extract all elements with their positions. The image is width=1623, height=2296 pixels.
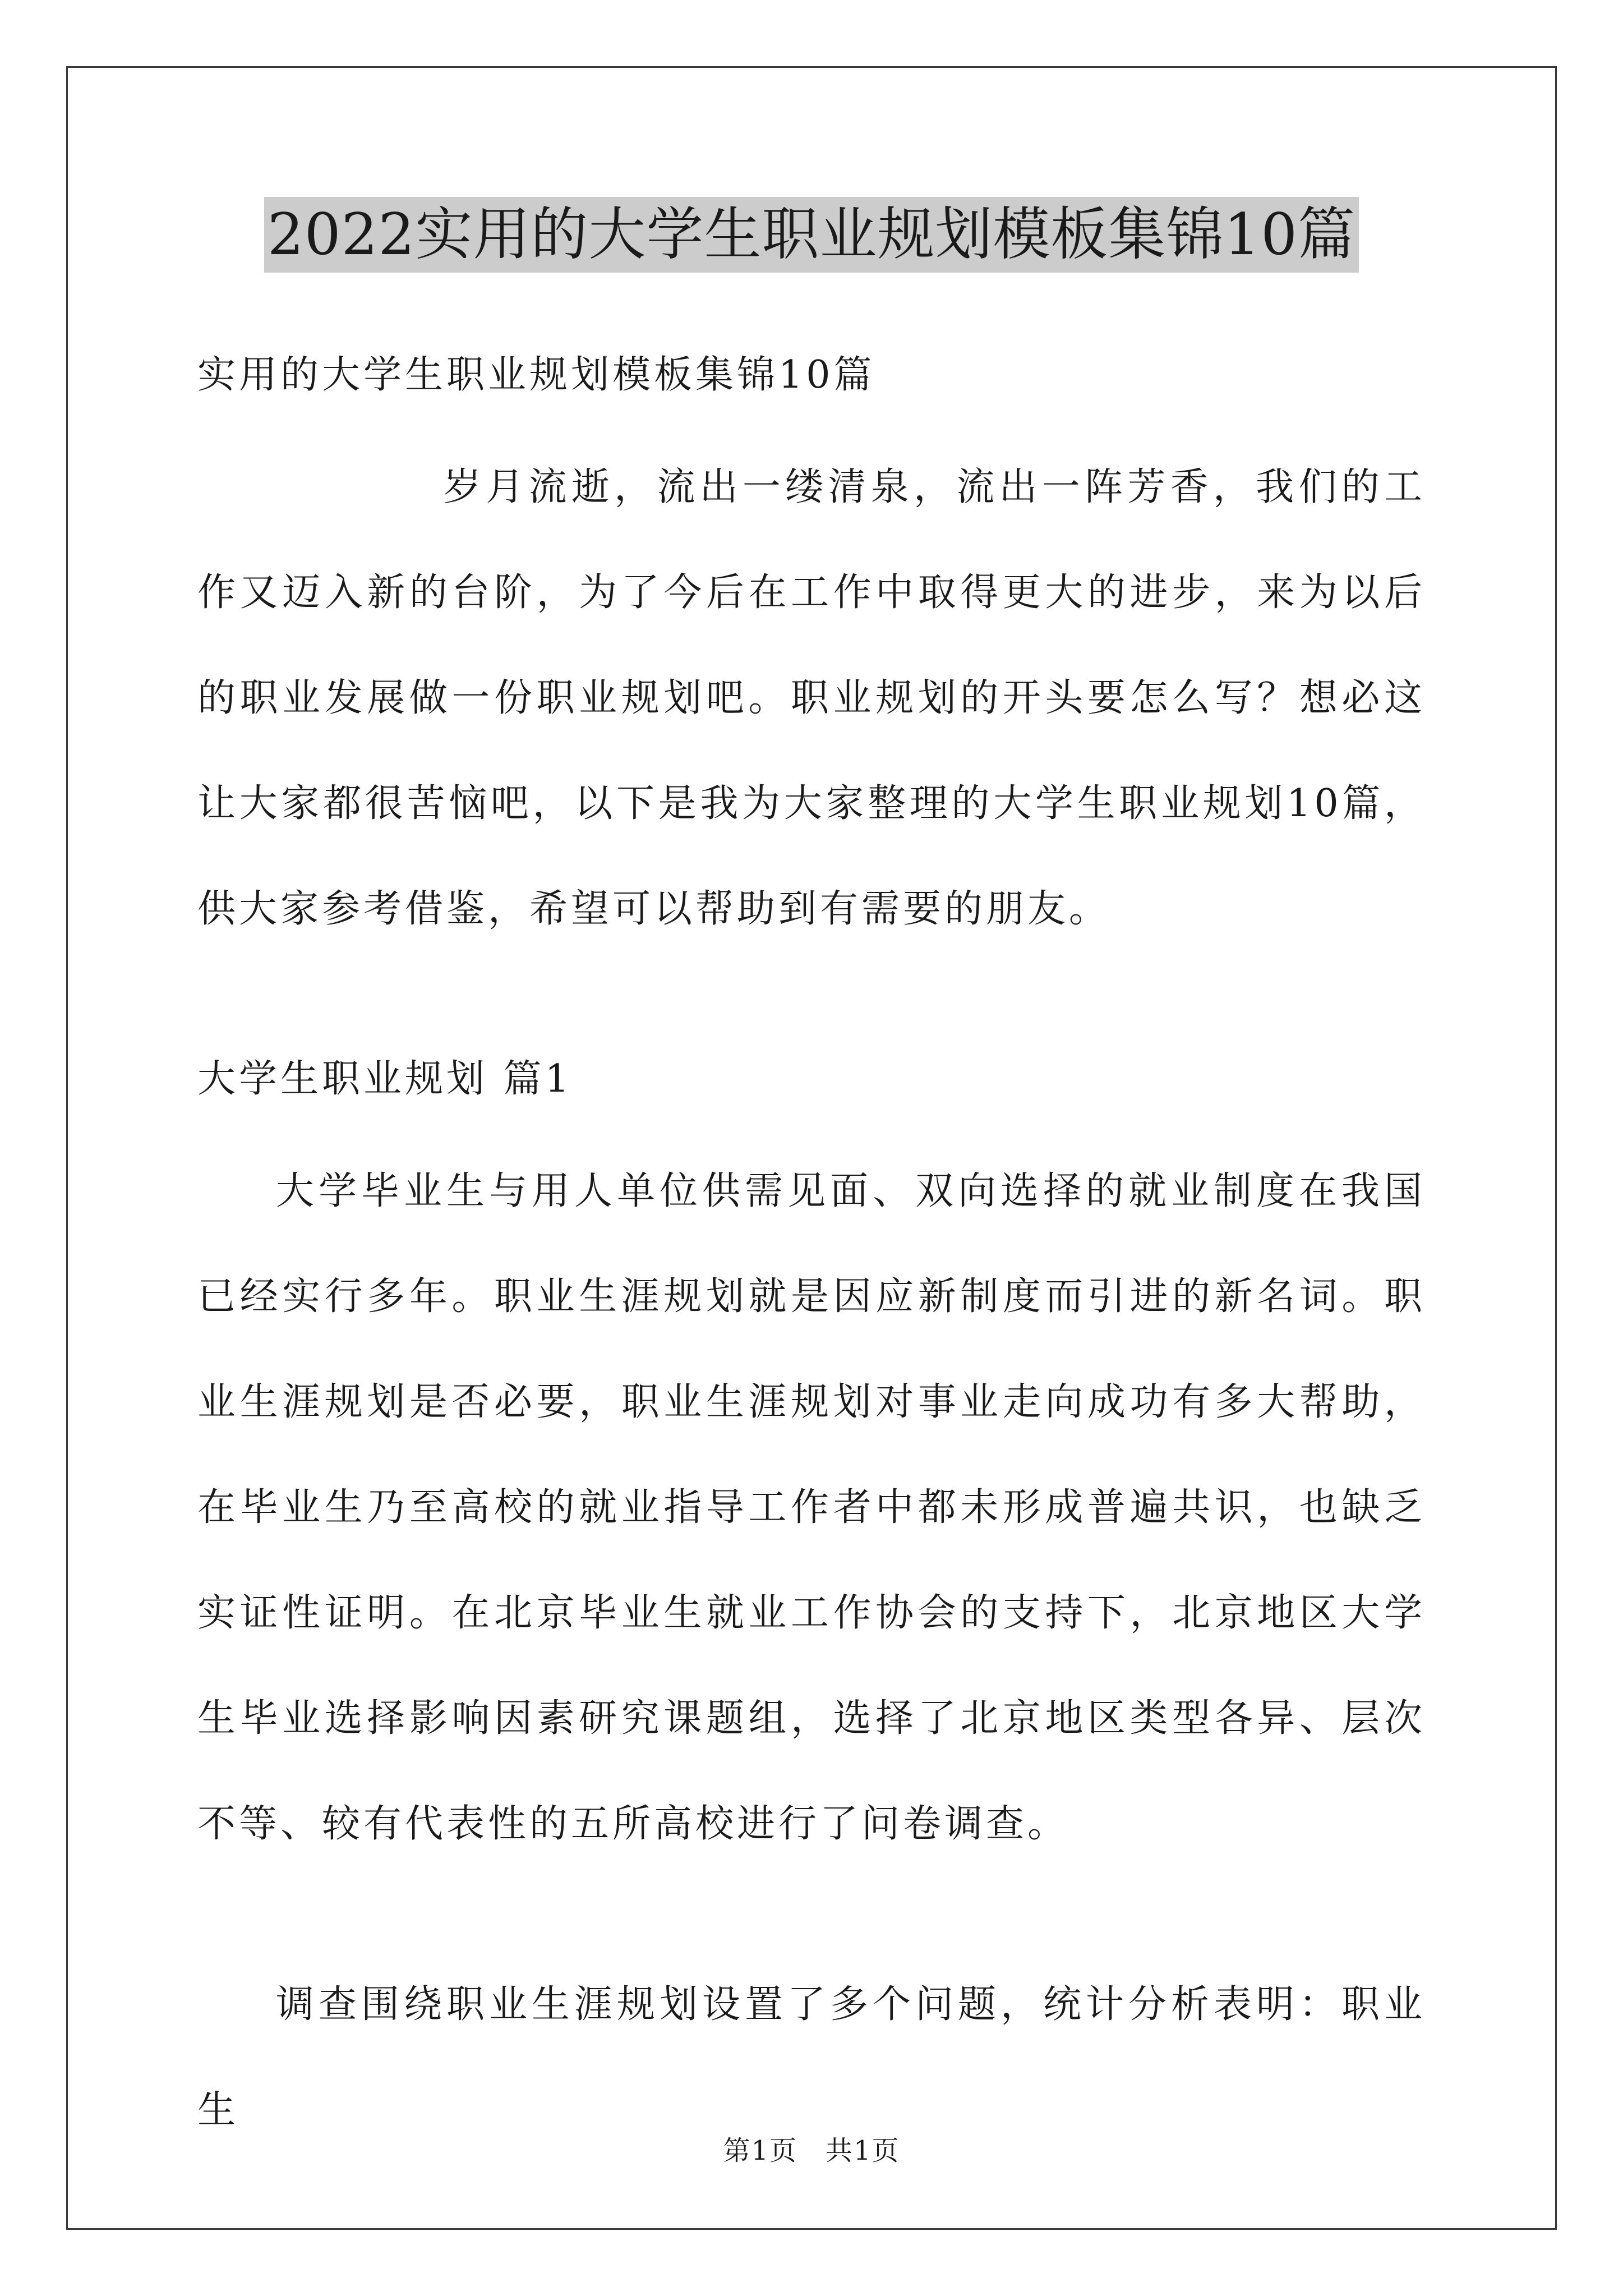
document-subtitle: 实用的大学生职业规划模板集锦10篇: [197, 353, 875, 397]
document-title-text: 2022实用的大学生职业规划模板集锦10篇: [264, 197, 1359, 273]
document-title: [0, 199, 1623, 271]
section-heading: 大学生职业规划 篇1: [197, 1057, 573, 1101]
body-paragraph-1: 大学毕业生与用人单位供需见面、双向选择的就业制度在我国已经实行多年。职业生涯规划就是因应新制度而引进的新名词。职业生涯规划是否必要，职业生涯规划对事业走向成功有多大帮助，在毕业生乃至高校的就业指导工作者中都未形成普遍共识，也缺乏实证性证明。在北京毕业生就业工作协会的支持下，北京地区大学生毕业选择影响因素研究课题组，选择了北京地区类型各异、层次不等、较有代表性的五所高校进行了问卷调查。: [197, 1169, 1426, 1846]
intro-paragraph: 岁月流逝，流出一缕清泉，流出一阵芳香，我们的工作又迈入新的台阶，为了今后在工作中取得更大的进步，来为以后的职业发展做一份职业规划吧。职业规划的开头要怎么写？想必这让大家都很苦恼吧，以下是我为大家整理的大学生职业规划10篇，供大家参考借鉴，希望可以帮助到有需要的朋友。: [197, 465, 1426, 931]
page-footer: 第1页 共1页: [723, 2135, 900, 2166]
body-paragraph-2: 调查围绕职业生涯规划设置了多个问题，统计分析表明：职业生: [197, 1982, 1426, 2132]
